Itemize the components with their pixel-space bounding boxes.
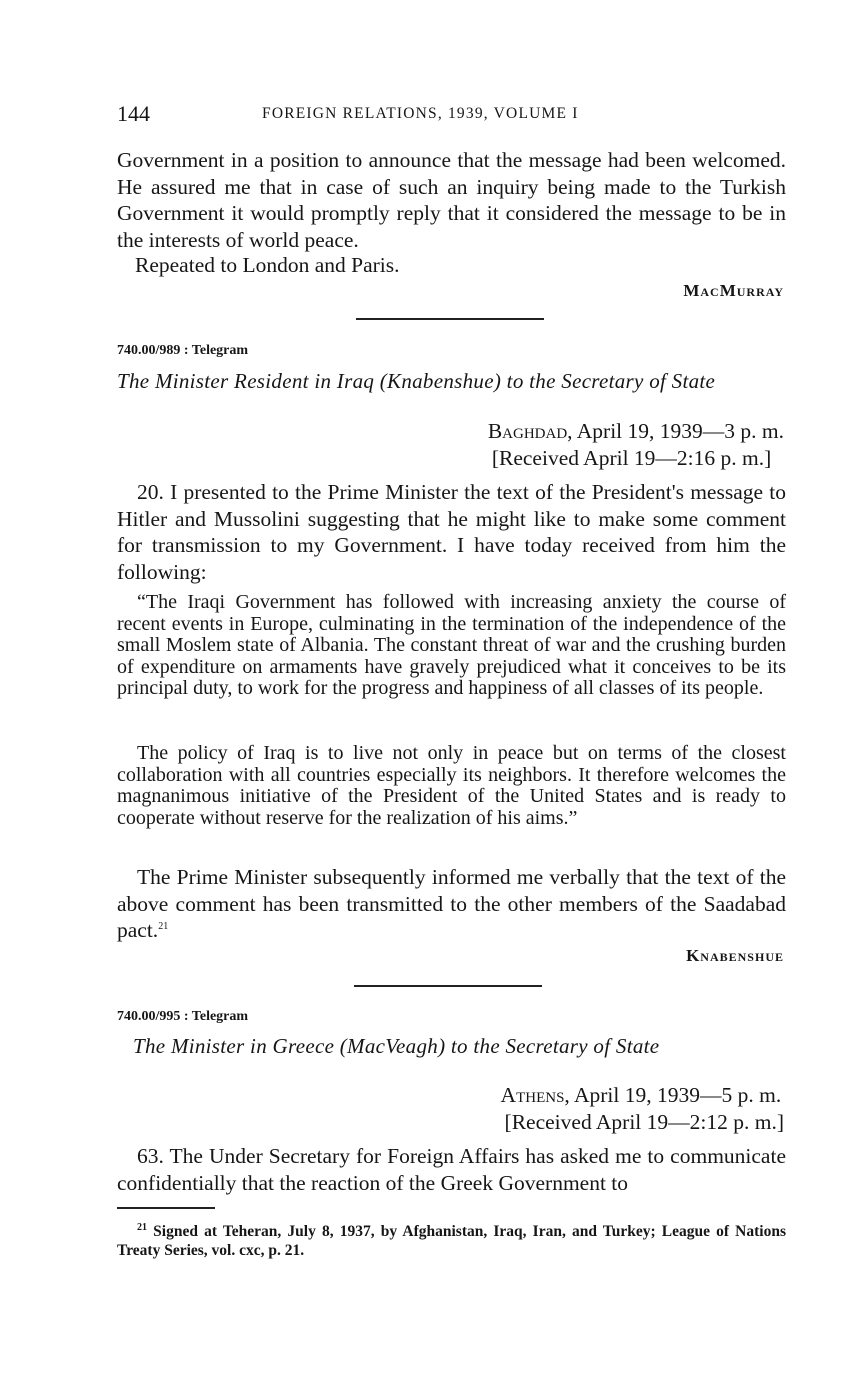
doc1-dateline-place: Baghdad,: [487, 419, 573, 443]
doc2-intro: 63. The Under Secretary for Foreign Affairs has asked me to communicate confidentially that the reaction of the Greek Government to: [117, 1144, 786, 1195]
doc1-file-id: 740.00/989 : Telegram: [117, 343, 249, 358]
section-divider: [354, 985, 542, 987]
page-number: 144: [117, 101, 150, 126]
footnote-reference: 21: [158, 920, 169, 932]
doc1-heading: The Minister Resident in Iraq (Knabenshue) to the Secretary of State: [117, 369, 716, 393]
doc2-dateline-date: April 19, 1939—5 p. m.: [573, 1083, 782, 1107]
signature-macmurray: MacMurray: [683, 281, 784, 300]
footnote-text: Signed at Teheran, July 8, 1937, by Afghanistan, Iraq, Iran, and Turkey; League of Nations Treaty Series, vol. cxc, p. 21.: [117, 1223, 786, 1259]
doc1-received: [Received April 19—2:16 p. m.]: [491, 445, 772, 470]
doc2-dateline-place: Athens,: [500, 1083, 570, 1107]
section-divider: [356, 318, 544, 320]
doc1-closing-text: The Prime Minister subsequently informed me verbally that the text of the above comment has been transmitted to the other members of the Saadabad pact.: [117, 865, 786, 942]
doc2-file-id: 740.00/995 : Telegram: [117, 1009, 249, 1024]
doc2-heading: The Minister in Greece (MacVeagh) to the Secretary of State: [133, 1034, 660, 1058]
doc2-dateline: [501, 1082, 784, 1135]
doc1-quote-paragraph-2: The policy of Iraq is to live not only in peace but on terms of the closest collaboration with all countries especially its neighbors. It therefore welcomes the magnanimous initiative of the President of the United States and is ready to cooperate without reserve for the realization of his aims.”: [117, 742, 786, 829]
doc1-closing: [117, 864, 786, 944]
footnote: [117, 1222, 786, 1260]
doc1-quote-paragraph-1: “The Iraqi Government has followed with increasing anxiety the course of recent events in Europe, culminating in the termination of the independence of the small Moslem state of Albania. The constant threat of war and the crushing burden of expenditure on armaments have gravely prejudiced what it conceives to be its principal duty, to work for the progress and happiness of all classes of its people.: [117, 591, 786, 700]
footnote-marker: 21: [137, 1221, 147, 1233]
repeated-note: Repeated to London and Paris.: [135, 253, 400, 277]
doc1-dateline: [488, 418, 784, 471]
doc2-received: [Received April 19—2:12 p. m.]: [504, 1109, 784, 1134]
footnote-rule: [117, 1207, 215, 1209]
signature-knabenshue: Knabenshue: [686, 946, 784, 965]
doc1-intro: 20. I presented to the Prime Minister the text of the President's message to Hitler and Mussolini suggesting that he might like to make some comment for transmission to my Government. I have today received from him the following:: [117, 480, 786, 584]
continuation-paragraph: Government in a position to announce that the message had been welcomed. He assured me that in case of such an inquiry being made to the Turkish Government it would promptly reply that it considered the message to be in the interests of world peace.: [117, 148, 786, 252]
running-title: FOREIGN RELATIONS, 1939, VOLUME I: [262, 105, 579, 122]
doc1-dateline-date: April 19, 1939—3 p. m.: [576, 419, 784, 443]
